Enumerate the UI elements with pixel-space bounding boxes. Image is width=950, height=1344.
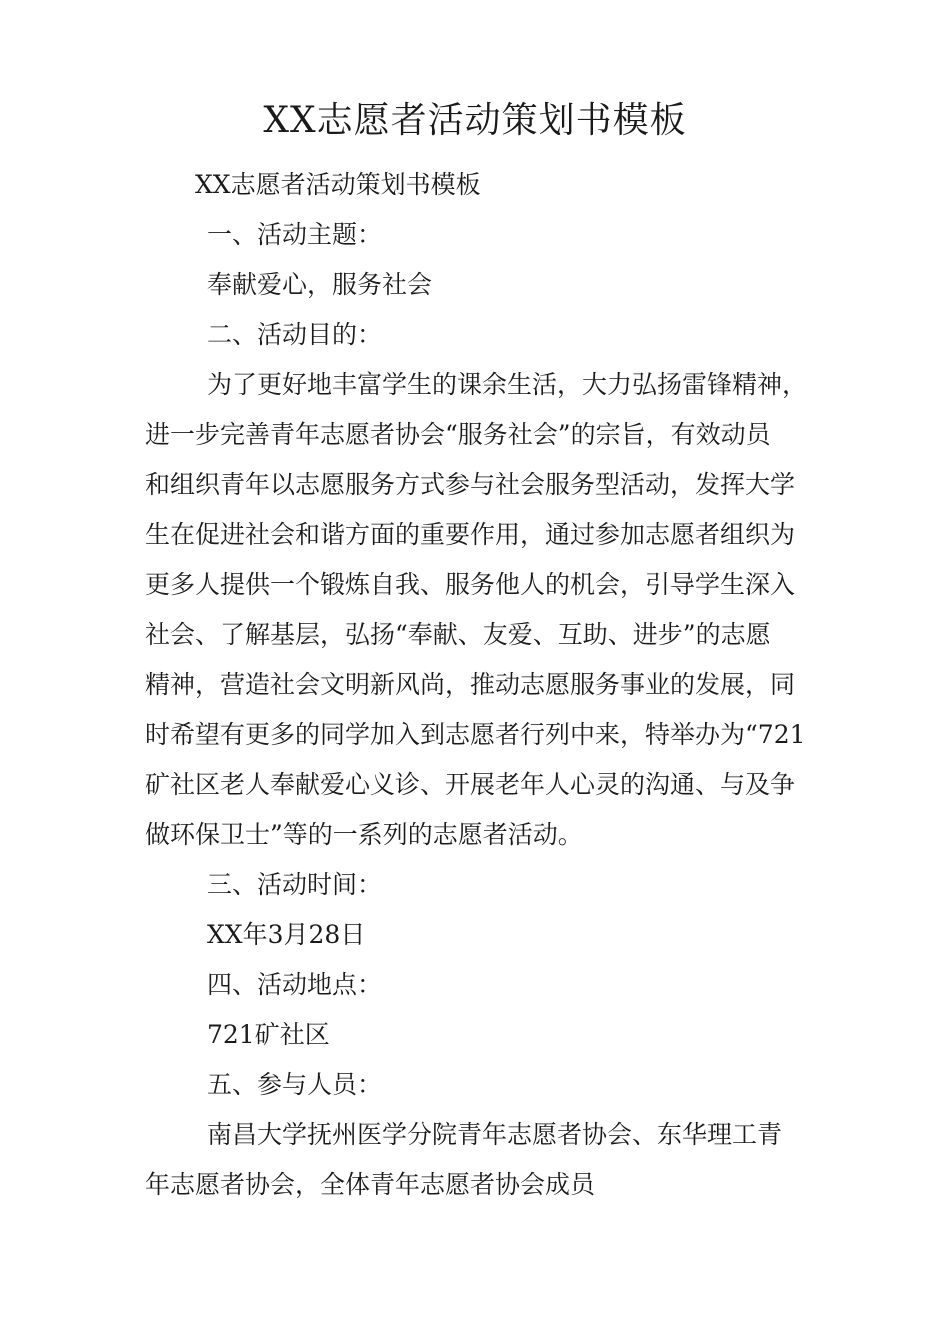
paragraph-line: 年志愿者协会，全体青年志愿者协会成员 [145,1170,596,1199]
section-body-theme: 奉献爱心，服务社会 [207,270,433,299]
section-heading-location: 四、活动地点： [207,970,383,999]
paragraph-line: 进一步完善青年志愿者协会“服务社会”的宗旨，有效动员 [145,420,771,449]
document-subtitle: XX志愿者活动策划书模板 [195,170,481,199]
paragraph-line: 做环保卫士”等的一系列的志愿者活动。 [145,820,583,849]
paragraph-line: 南昌大学抚州医学分院青年志愿者协会、东华理工青 [207,1120,783,1149]
paragraph-line: 生在促进社会和谐方面的重要作用，通过参加志愿者组织为 [145,520,796,549]
paragraph-line: 矿社区老人奉献爱心义诊、开展老年人心灵的沟通、与及争 [145,770,796,799]
paragraph-line: 和组织青年以志愿服务方式参与社会服务型活动，发挥大学 [145,470,796,499]
paragraph-line: 为了更好地丰富学生的课余生活，大力弘扬雷锋精神， [207,370,808,399]
paragraph-line: 时希望有更多的同学加入到志愿者行列中来，特举办为“721 [145,720,806,749]
document-title: XX志愿者活动策划书模板 [263,100,687,141]
section-body-time: XX年3月28日 [207,920,366,949]
section-heading-purpose: 二、活动目的： [207,320,383,349]
paragraph-line: 更多人提供一个锻炼自我、服务他人的机会，引导学生深入 [145,570,796,599]
paragraph-line: 社会、了解基层，弘扬“奉献、友爱、互助、进步”的志愿 [145,620,771,649]
section-heading-participants: 五、参与人员： [207,1070,383,1099]
section-heading-time: 三、活动时间： [207,870,383,899]
section-heading-theme: 一、活动主题： [207,220,383,249]
document-body [145,160,810,1210]
section-body-location: 721矿社区 [207,1020,330,1049]
paragraph-line: 精神，营造社会文明新风尚，推动志愿服务事业的发展，同 [145,670,796,699]
